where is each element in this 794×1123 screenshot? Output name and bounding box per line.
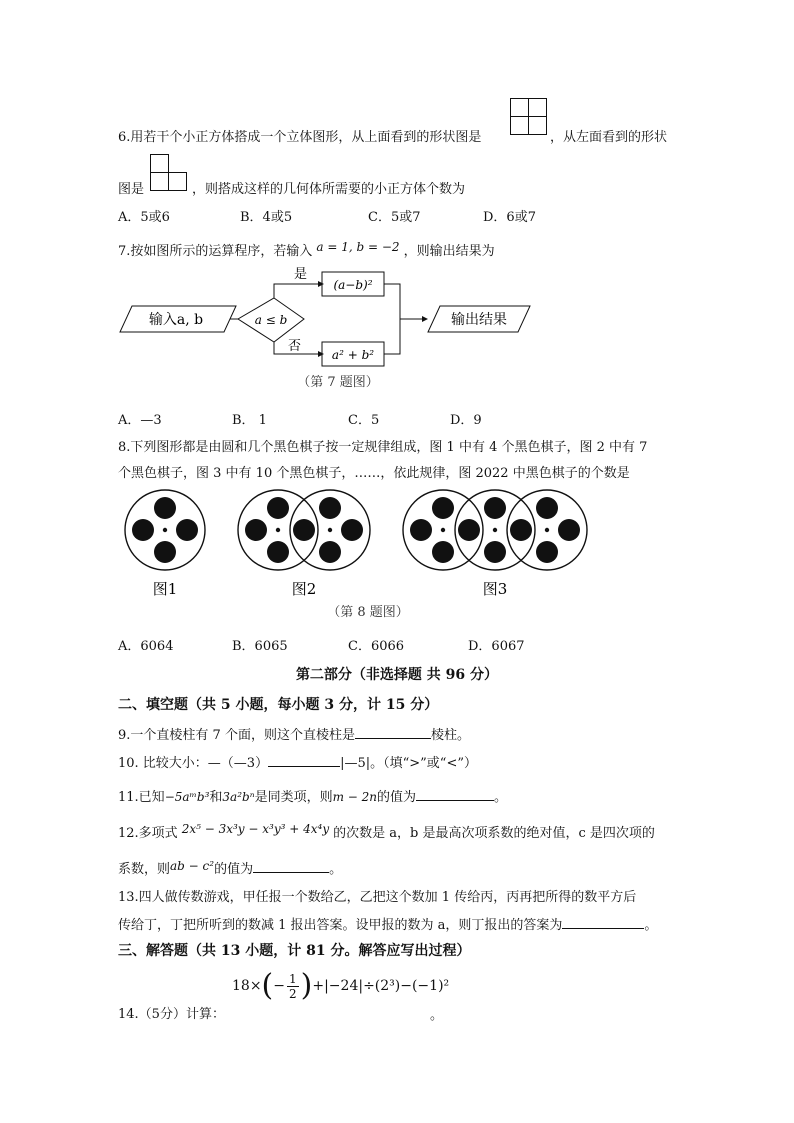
q8-option-d: D．6067 <box>468 639 525 654</box>
q7-stem: 7.按如图所示的运算程序，若输入 a = 1, b = −2 ，则输出结果为 <box>118 240 495 259</box>
q8-figure <box>118 488 598 628</box>
q8-option-b: B．6065 <box>232 639 288 654</box>
q8-option-c: C．6066 <box>348 639 405 654</box>
q7-input-expr: a = 1, b = −2 <box>316 240 400 254</box>
section2-title: 二、填空题（共 5 小题，每小题 3 分，计 15 分） <box>118 697 439 713</box>
q13-line1: 13.四人做传数游戏，甲任报一个数给乙，乙把这个数加 1 传给丙，丙再把所得的数平方后 <box>118 890 637 905</box>
q9: 9.一个直棱柱有 7 个面，则这个直棱柱是 棱柱。 <box>118 728 470 743</box>
left-view-shape-figure <box>150 154 188 192</box>
q14-label: 14.（5分）计算： <box>118 1007 225 1022</box>
q12-answer-blank <box>253 860 329 873</box>
q13-answer-blank <box>562 916 644 929</box>
q14-end: 。 <box>430 1008 444 1023</box>
q8-option-a: A．6064 <box>118 639 174 654</box>
fig-label-1: 图1 <box>152 580 178 598</box>
q11: 11.已知−5aᵐb³和3a²bⁿ是同类项，则m − 2n的值为 。 <box>118 790 508 805</box>
q9-answer-blank <box>355 726 431 739</box>
flow-condition: a ≤ b <box>254 313 288 327</box>
q12-line2: 系数，则ab − c²的值为 。 <box>118 859 343 877</box>
q11-answer-blank <box>416 788 494 801</box>
flow-yes-expr: (a−b)² <box>333 278 373 292</box>
q8-caption: （第 8 题图） <box>327 605 409 620</box>
q14-expression: 18× ( − $\frac{1}{2}$ ) +|−24|÷(2³)−(−1)² <box>232 968 450 1003</box>
q6-option-d: D．6或7 <box>483 210 536 225</box>
flow-input-label: 输入a, b <box>148 312 204 328</box>
flow-no-expr: a² + b² <box>331 348 375 362</box>
q7-option-b: B． 1 <box>232 413 267 428</box>
q6-line2a: 图是 <box>118 182 145 197</box>
fig-label-2: 图2 <box>291 580 317 598</box>
q10-answer-blank <box>268 754 340 767</box>
section3-title: 三、解答题（共 13 小题，计 81 分。解答应写出过程） <box>118 943 471 959</box>
q10: 10. 比较大小：—（—3） |—5|。（填“>”或“<”） <box>118 756 477 771</box>
flow-output-label: 输出结果 <box>451 312 507 328</box>
fig-label-3: 图3 <box>482 580 508 598</box>
q7-option-c: C．5 <box>348 413 380 428</box>
top-view-shape-figure <box>510 98 548 136</box>
q6-option-a: A．5或6 <box>118 210 170 225</box>
q6-option-b: B．4或5 <box>240 210 293 225</box>
q7-option-a: A．—3 <box>118 413 162 428</box>
q6-line2b: ，则搭成这样的几何体所需要的小正方体个数为 <box>192 182 466 197</box>
q13-line2: 传给丁，丁把所听到的数减 1 报出答案。设甲报的数为 a，则丁报出的答案为 。 <box>118 918 658 933</box>
q12-line1: 12.多项式 2x⁵ − 3x³y − x³y³ + 4x⁴y 的次数是 a，b 是最高次项系数的绝对值，c 是四次项的 <box>118 822 655 841</box>
q7-flowchart <box>118 262 538 390</box>
part2-title: 第二部分（非选择题 共 96 分） <box>295 667 499 683</box>
flow-no-label: 否 <box>288 339 302 354</box>
q8-line1: 8.下列图形都是由圆和几个黑色棋子按一定规律组成，图 1 中有 4 个黑色棋子，图 2 中有 7 <box>118 440 648 455</box>
flow-yes-label: 是 <box>294 267 308 282</box>
q6-line1b: ，从左面看到的形状 <box>550 130 668 145</box>
q6-option-c: C．5或7 <box>368 210 421 225</box>
q7-option-d: D．9 <box>450 413 482 428</box>
q8-line2: 个黑色棋子，图 3 中有 10 个黑色棋子，……，依此规律，图 2022 中黑色棋子的个数是 <box>118 466 630 481</box>
q6-line1: 6.用若干个小正方体搭成一个立体图形，从上面看到的形状图是 <box>118 130 482 145</box>
flow-caption: （第 7 题图） <box>297 375 379 390</box>
